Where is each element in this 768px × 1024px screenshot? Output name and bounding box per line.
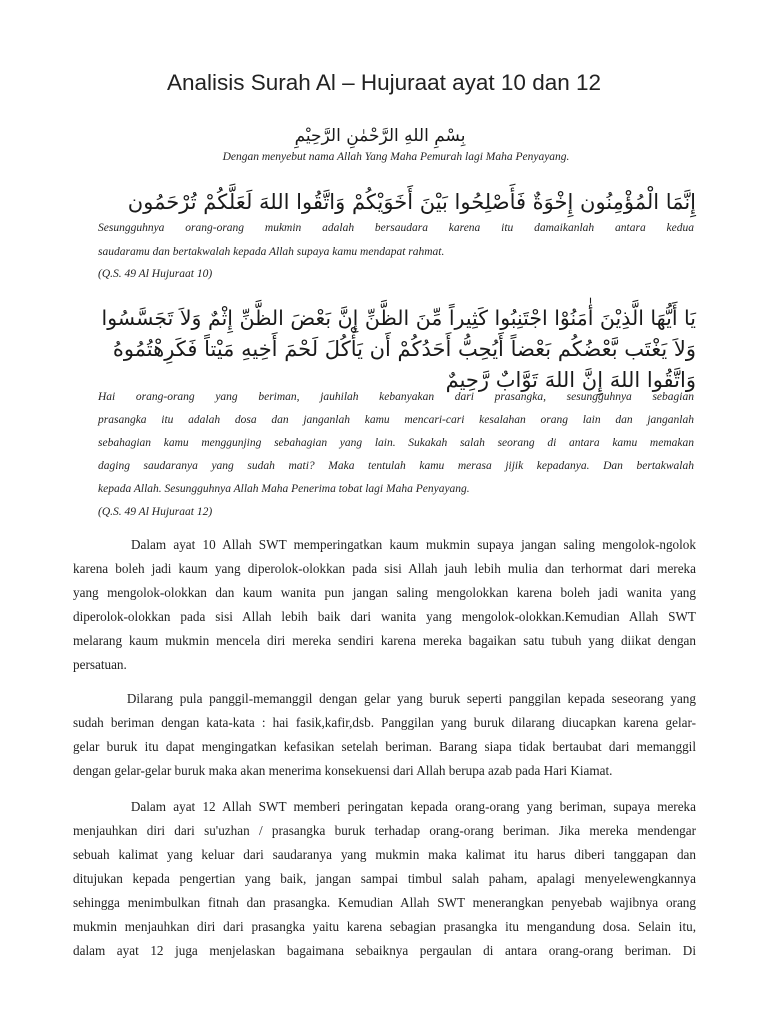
verse12-translation-line: kepada Allah. Sesungguhnya Allah Maha Penerima tobat lagi Maha Penyayang. bbox=[98, 483, 470, 495]
paragraph-1-line: melarang kaum mukmin mencela diri mereka sendiri karena mereka bagaikan satu tubuh yang diikat dengan bbox=[73, 633, 696, 648]
verse12-arabic-line: وَلاَ يَغْتَب بَّعْضُكُم بَعْضاً أَيُحِبُّ أَحَدُكُمْ أَن يَأْكُلَ لَحْمَ أَخِيهِ مَيْتاً فَكَرِهْتُمُوهُ bbox=[112, 337, 696, 361]
verse12-arabic-line: وَاتَّقُوا اللهَ إِنَّ اللهَ تَوَّابٌ رَّحِيمٌ bbox=[445, 368, 696, 392]
paragraph-3-line: sehingga menimbulkan fitnah dan prasangka. Kemudian Allah SWT menerangkan penyebab wajibnya orang bbox=[73, 895, 696, 910]
paragraph-1-line: yang mengolok-olokkan dan kaum wanita pun jangan saling mengolokkan karena boleh jadi wanita yang bbox=[73, 585, 696, 600]
paragraph-2-line: sudah beriman dengan kata-kata : hai fasik,kafir,dsb. Panggilan yang buruk dilarang diucapkan karena gelar- bbox=[73, 715, 696, 730]
paragraph-3-line: Dalam ayat 12 Allah SWT memberi peringatan kepada orang-orang yang beriman, supaya mereka bbox=[73, 799, 696, 814]
verse12-translation-line: prasangka itu adalah dosa dan janganlah kamu mencari-cari kesalahan orang lain dan janganlah bbox=[98, 414, 694, 426]
basmala-arabic: بِسْمِ اللهِ الرَّحْمٰنِ الرَّحِيْمِ bbox=[294, 126, 466, 146]
verse10-translation-line: Sesungguhnya orang-orang mukmin adalah bersaudara karena itu damaikanlah antara kedua bbox=[98, 222, 694, 234]
verse12-arabic-line: يَا أَيُّهَا الَّذِيْنَ أٰمَنُوْا اجْتَنِبُوا كَثِيراً مِّنَ الظَّنِّ إِنَّ بَعْضَ الظَّنِّ إِثْمٌ وَلاَ تَجَسَّسُوا bbox=[101, 306, 696, 330]
verse12-translation-line: sebahagian kamu menggunjing sebahagian yang lain. Sukakah salah seorang di antara kamu memakan bbox=[98, 437, 694, 449]
paragraph-3-line: ditujukan kepada pengertian yang baik, jangan sampai timbul salah paham, apalagi menyelewengkannya bbox=[73, 871, 696, 886]
paragraph-3-line: mukmin menjauhkan diri dari prasangka yaitu karena sebagian prasangka itu mengandung dosa. Selain itu, bbox=[73, 919, 696, 934]
paragraph-2-line: Dilarang pula panggil-memanggil dengan gelar yang buruk seperti panggilan kepada seseorang yang bbox=[73, 691, 696, 706]
verse10-translation-line: saudaramu dan bertakwalah kepada Allah supaya kamu mendapat rahmat. bbox=[98, 246, 445, 258]
paragraph-1-line: persatuan. bbox=[73, 657, 127, 672]
verse12-translation-line: Hai orang-orang yang beriman, jauhilah kebanyakan dari prasangka, sesungguhnya sebagian bbox=[98, 391, 694, 403]
paragraph-2-line: dengan gelar-gelar buruk maka akan menerima konsekuensi dari Allah berupa azab pada Hari Kiamat. bbox=[73, 763, 613, 778]
paragraph-1-line: karena boleh jadi kaum yang diperolok-olokkan pada sisi Allah jauh lebih mulia dan terhormat dari mereka bbox=[73, 561, 696, 576]
paragraph-3-line: dalam ayat 12 juga menjelaskan bagaimana sebaiknya pergaulan di antara orang-orang beriman. Di bbox=[73, 943, 696, 958]
verse12-translation-line: daging saudaranya yang sudah mati? Maka tentulah kamu merasa jijik kepadanya. Dan bertakwalah bbox=[98, 460, 694, 472]
paragraph-1-line: diperolok-olokkan pada sisi Allah lebih baik dari wanita yang mengolok-olokkan.Kemudian Allah SWT bbox=[73, 609, 696, 624]
document-title: Analisis Surah Al – Hujuraat ayat 10 dan 12 bbox=[166, 70, 602, 95]
verse10-arabic: إِنَّمَا الْمُؤْمِنُون إِخْوَةٌ فَأَصْلِحُوا بَيْنَ أَخَوَيْكُمْ وَاتَّقُوا اللهَ لَعَلَّكُمْ تُرْحَمُون bbox=[127, 190, 696, 214]
verse10-reference: (Q.S. 49 Al Hujuraat 10) bbox=[98, 268, 213, 280]
paragraph-2-line: gelar buruk itu dapat mengingatkan kefasikan setelah beriman. Barang siapa tidak bertaubat dari memanggil bbox=[73, 739, 696, 754]
paragraph-3-line: sebuah kalimat yang keluar dari saudaranya yang mukmin maka kalimat itu harus diberi tanggapan dan bbox=[73, 847, 696, 862]
verse12-reference: (Q.S. 49 Al Hujuraat 12) bbox=[98, 506, 213, 518]
basmala-translation: Dengan menyebut nama Allah Yang Maha Pemurah lagi Maha Penyayang. bbox=[222, 151, 570, 163]
paragraph-1-line: Dalam ayat 10 Allah SWT memperingatkan kaum mukmin supaya jangan saling mengolok-ngolok bbox=[73, 537, 696, 552]
paragraph-3-line: menjauhkan diri dari su'uzhan / prasangka buruk terhadap orang-orang beriman. Jika mereka mendengar bbox=[73, 823, 696, 838]
